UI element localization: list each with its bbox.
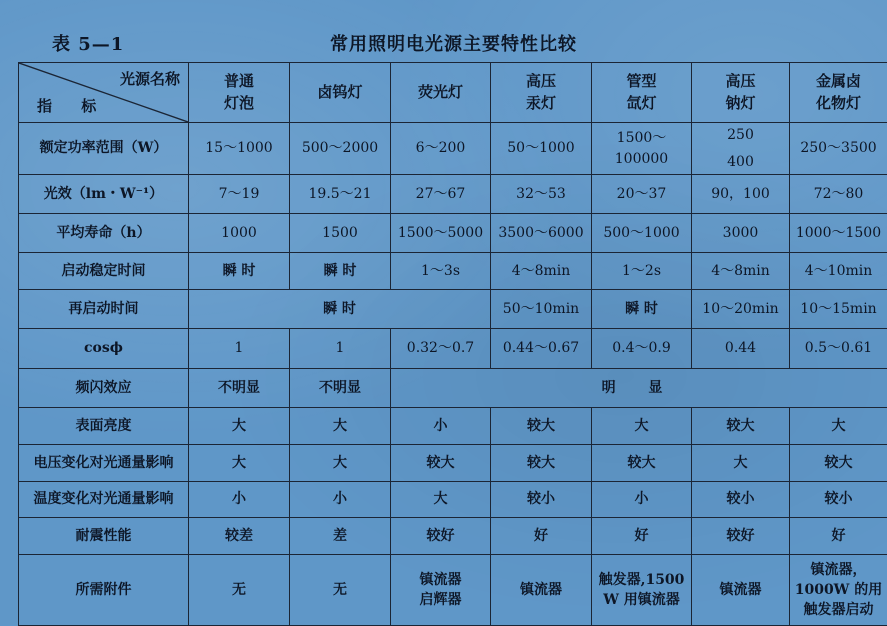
col-header-fluorescent: 荧光灯 [391, 63, 491, 123]
cell: 7～19 [189, 175, 290, 214]
cell: 1500～100000 [592, 123, 692, 175]
cell: 小 [290, 482, 391, 518]
cell: 3000 [692, 214, 790, 253]
cell: 4～10min [790, 253, 887, 290]
cell: 好 [592, 518, 692, 555]
cell: 大 [290, 445, 391, 482]
lighting-comparison-table [18, 62, 887, 626]
table-row [19, 253, 887, 290]
cell: 72～80 [790, 175, 887, 214]
cell: 1 [189, 329, 290, 369]
row-label-efficacy: 光效（lm・W⁻¹） [19, 175, 189, 214]
cell: 较小 [790, 482, 887, 518]
corner-bottom-label: 指 标 [37, 97, 109, 116]
cell: 较好 [391, 518, 491, 555]
row-label-vibration: 耐震性能 [19, 518, 189, 555]
cell: 镇流器 启辉器 [391, 555, 491, 626]
cell: 1～3s [391, 253, 491, 290]
cell: 15～1000 [189, 123, 290, 175]
cell: 6～200 [391, 123, 491, 175]
cell: 较好 [692, 518, 790, 555]
cell: 3500～6000 [491, 214, 592, 253]
cell: 瞬 时 [189, 253, 290, 290]
cell: 无 [290, 555, 391, 626]
cell: 0.4～0.9 [592, 329, 692, 369]
cell: 小 [592, 482, 692, 518]
cell: 大 [592, 408, 692, 445]
cell: 20～37 [592, 175, 692, 214]
cell: 镇流器 [491, 555, 592, 626]
cell: 不明显 [189, 369, 290, 408]
corner-top-label: 光源名称 [119, 70, 180, 88]
cell: 27～67 [391, 175, 491, 214]
table-row [19, 123, 887, 175]
cell: 镇流器， 1000W 的用 触发器启动 [790, 555, 887, 626]
cell: 50～1000 [491, 123, 592, 175]
table-row [19, 445, 887, 482]
cell: 较大 [491, 445, 592, 482]
row-label-temperature: 温度变化对光通量影响 [19, 482, 189, 518]
col-header-xenon: 管型 氙灯 [592, 63, 692, 123]
cell: 触发器,1500 W 用镇流器 [592, 555, 692, 626]
cell: 无 [189, 555, 290, 626]
cell: 0.44～0.67 [491, 329, 592, 369]
col-header-mercury: 高压 汞灯 [491, 63, 592, 123]
table-row [19, 175, 887, 214]
cell: 1500～5000 [391, 214, 491, 253]
cell: 10～15min [790, 290, 887, 329]
cell: 0.5～0.61 [790, 329, 887, 369]
cell: 1～2s [592, 253, 692, 290]
table-row [19, 482, 887, 518]
cell: 0.44 [692, 329, 790, 369]
cell: 大 [189, 408, 290, 445]
cell: 1000～1500 [790, 214, 887, 253]
cell: 32～53 [491, 175, 592, 214]
cell: 500～2000 [290, 123, 391, 175]
cell: 小 [189, 482, 290, 518]
col-header-sodium: 高压 钠灯 [692, 63, 790, 123]
cell: 较大 [491, 408, 592, 445]
corner-cell [19, 63, 189, 123]
cell: 50～10min [491, 290, 592, 329]
cell: 较大 [391, 445, 491, 482]
row-label-restart: 再启动时间 [19, 290, 189, 329]
table-row [19, 369, 887, 408]
cell: 较大 [692, 408, 790, 445]
cell: 小 [391, 408, 491, 445]
cell: 大 [692, 445, 790, 482]
cell: 250～3500 [790, 123, 887, 175]
table-row [19, 214, 887, 253]
cell: 1 [290, 329, 391, 369]
table-title: 常用照明电光源主要特性比较 [330, 34, 577, 55]
cell: 瞬 时 [290, 253, 391, 290]
header-row [19, 63, 887, 123]
cell: 镇流器 [692, 555, 790, 626]
cell: 4～8min [491, 253, 592, 290]
row-label-start-time: 启动稳定时间 [19, 253, 189, 290]
table-row [19, 518, 887, 555]
col-header-incandescent: 普通 灯泡 [189, 63, 290, 123]
cell: 大 [290, 408, 391, 445]
cell: 瞬 时 [592, 290, 692, 329]
cell: 1000 [189, 214, 290, 253]
row-label-voltage: 电压变化对光通量影响 [19, 445, 189, 482]
cell: 10～20min [692, 290, 790, 329]
row-label-power: 额定功率范围（W） [19, 123, 189, 175]
row-label-flicker: 频闪效应 [19, 369, 189, 408]
cell: 大 [790, 408, 887, 445]
row-label-life: 平均寿命（h） [19, 214, 189, 253]
cell: 1500 [290, 214, 391, 253]
cell: 差 [290, 518, 391, 555]
cell: 4～8min [692, 253, 790, 290]
cell: 较小 [491, 482, 592, 518]
cell: 较大 [790, 445, 887, 482]
cell: 大 [189, 445, 290, 482]
col-header-metal-halide: 金属卤 化物灯 [790, 63, 887, 123]
cell: 250 400 [692, 123, 790, 175]
cell: 大 [391, 482, 491, 518]
row-label-brightness: 表面亮度 [19, 408, 189, 445]
cell: 较小 [692, 482, 790, 518]
cell: 90，100 [692, 175, 790, 214]
cell: 较差 [189, 518, 290, 555]
cell: 0.32～0.7 [391, 329, 491, 369]
cell: 好 [491, 518, 592, 555]
table-row [19, 329, 887, 369]
cell: 19.5～21 [290, 175, 391, 214]
cell: 不明显 [290, 369, 391, 408]
cell: 较大 [592, 445, 692, 482]
table-row [19, 555, 887, 626]
col-header-halogen: 卤钨灯 [290, 63, 391, 123]
page-header [0, 0, 887, 62]
merged-cell: 瞬 时 [189, 290, 491, 329]
table-number: 表 5—1 [52, 34, 125, 55]
cell: 好 [790, 518, 887, 555]
row-label-accessories: 所需附件 [19, 555, 189, 626]
row-label-cos: cosϕ [19, 329, 189, 369]
table-row [19, 290, 887, 329]
table-row [19, 408, 887, 445]
merged-cell: 明 显 [391, 369, 887, 408]
cell: 500～1000 [592, 214, 692, 253]
